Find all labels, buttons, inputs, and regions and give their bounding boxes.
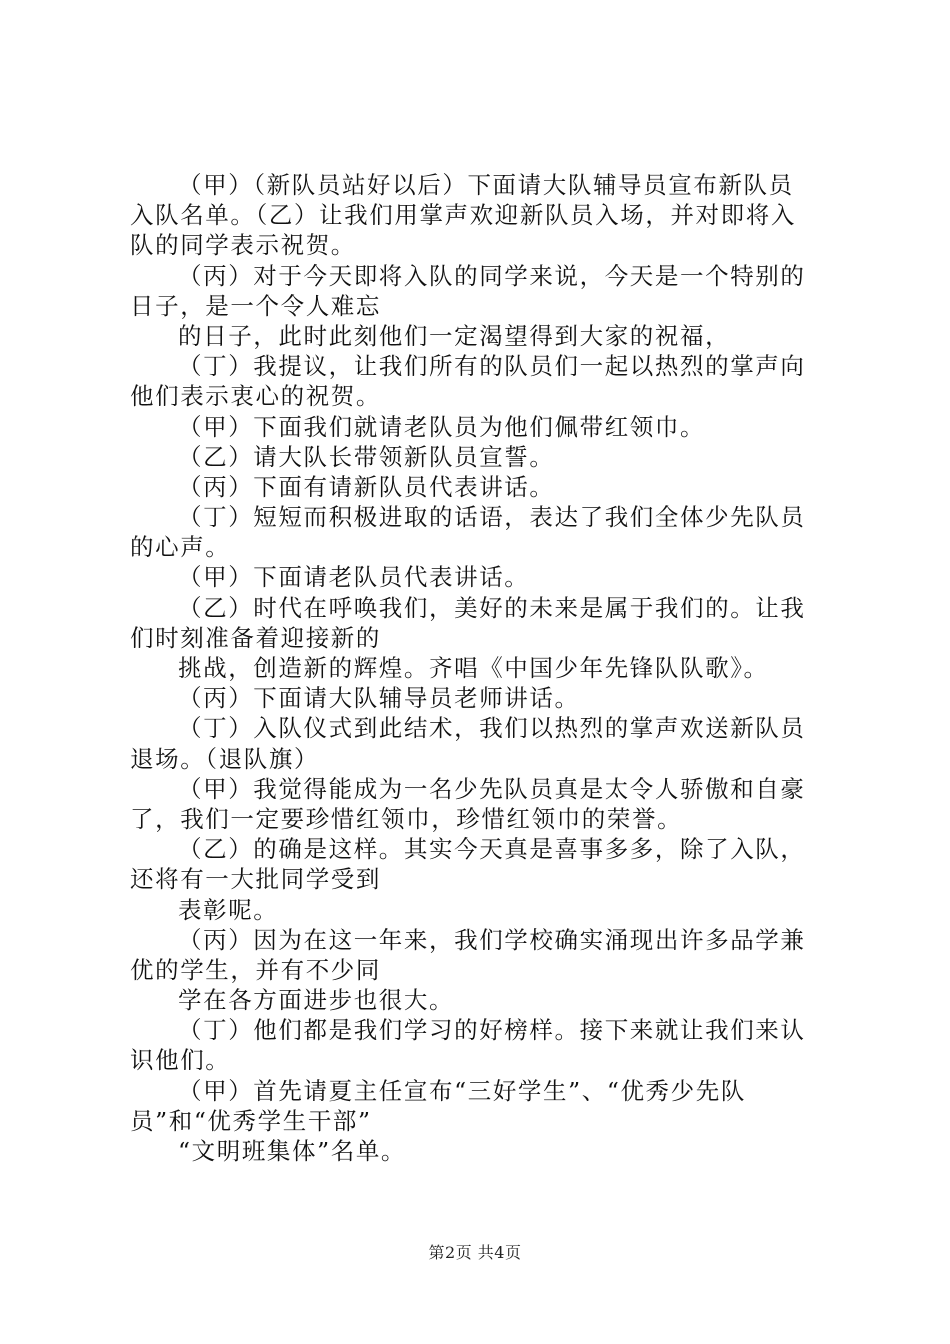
text-line: 挑战，创造新的辉煌。齐唱《中国少年先锋队队歌》。 xyxy=(178,654,769,682)
text-line: （甲）我觉得能成为一名少先队员真是太令人骄傲和自豪 xyxy=(178,774,806,803)
text-line: 们时刻准备着迎接新的 xyxy=(130,623,381,652)
text-line: 的日子，此时此刻他们一定渴望得到大家的祝福， xyxy=(178,321,731,350)
text-line: 入队名单。（乙）让我们用掌声欢迎新队员入场，并对即将入 xyxy=(130,201,796,230)
text-line: （甲）下面我们就请老队员为他们佩带红领巾。 xyxy=(178,412,706,441)
text-line: 还将有一大批同学受到 xyxy=(130,865,381,894)
text-line: 了，我们一定要珍惜红领巾，珍惜红领巾的荣誉。 xyxy=(130,804,683,833)
text-line: （乙）时代在呼唤我们，美好的未来是属于我们的。让我 xyxy=(178,593,806,622)
text-line: 识他们。 xyxy=(130,1046,231,1075)
text-line: （丙）下面有请新队员代表讲话。 xyxy=(178,472,555,501)
text-line: （甲）（新队员站好以后）下面请大队辅导员宣布新队员 xyxy=(178,171,794,199)
text-line: （甲）首先请夏主任宣布“三好学生”、“优秀少先队 xyxy=(178,1076,746,1105)
document-body xyxy=(130,170,834,1166)
text-line: 学在各方面进步也很大。 xyxy=(178,986,455,1015)
text-line: 表彰呢。 xyxy=(178,895,279,924)
text-line: （乙）请大队长带领新队员宣誓。 xyxy=(178,442,555,471)
text-line: 他们表示衷心的祝贺。 xyxy=(130,382,381,411)
text-line: 的心声。 xyxy=(130,533,231,562)
text-line: 日子，是一个令人难忘 xyxy=(130,291,381,320)
text-line: （丁）短短而积极进取的话语，表达了我们全体少先队员 xyxy=(178,503,806,532)
text-line: 退场。（退队旗） xyxy=(130,744,320,773)
text-line: （丙）因为在这一年来，我们学校确实涌现出许多品学兼 xyxy=(178,925,806,954)
text-line: （乙）的确是这样。其实今天真是喜事多多，除了入队， xyxy=(178,835,806,864)
text-line: （丁）我提议，让我们所有的队员们一起以热烈的掌声向 xyxy=(178,352,806,381)
text-line: 队的同学表示祝贺。 xyxy=(130,231,356,260)
text-line: （丁）他们都是我们学习的好榜样。接下来就让我们来认 xyxy=(178,1016,806,1045)
text-line: 员”和“优秀学生干部” xyxy=(130,1106,372,1135)
text-line: “文明班集体”名单。 xyxy=(178,1137,407,1165)
page-number-footer: 第2页 共4页 xyxy=(428,1243,522,1262)
text-line: （丙）对于今天即将入队的同学来说，今天是一个特别的 xyxy=(178,261,806,290)
text-line: （丁）入队仪式到此结术，我们以热烈的掌声欢送新队员 xyxy=(178,714,806,743)
text-line: （丙）下面请大队辅导员老师讲话。 xyxy=(178,684,580,713)
text-line: 优的学生，并有不少同 xyxy=(130,955,381,984)
text-line: （甲）下面请老队员代表讲话。 xyxy=(178,563,530,592)
